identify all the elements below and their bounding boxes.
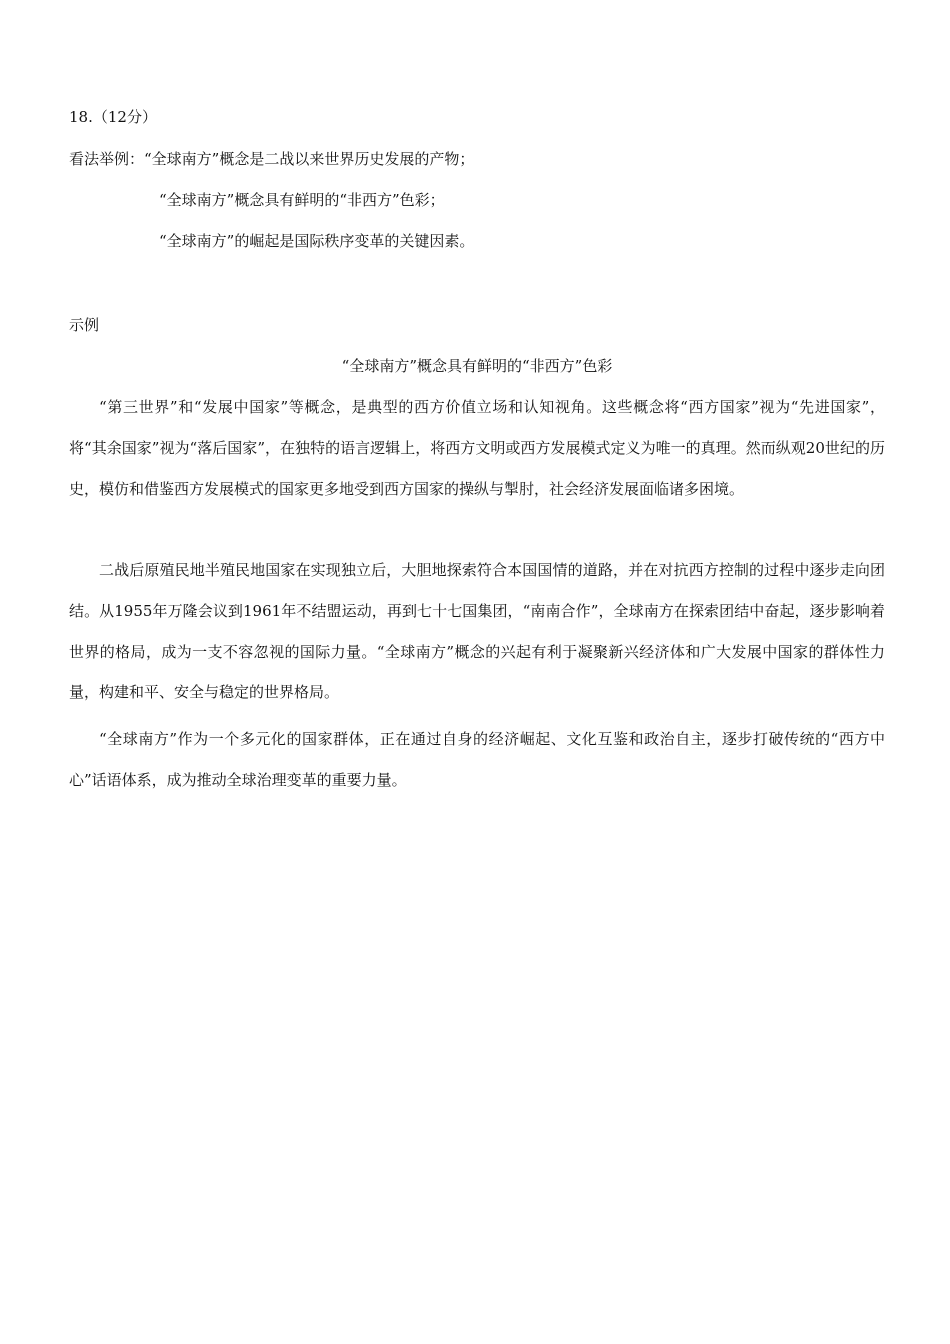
example-paragraph-1: “第三世界”和“发展中国家”等概念，是典型的西方价值立场和认知视角。这些概念将“西方国家”视为“先进国家”，将“其余国家”视为“落后国家”，在独特的语言逻辑上，将西方文明或西方发展模式定义为唯一的真理。然而纵观20世纪的历史，模仿和借鉴西方发展模式的国家更多地受到西方国家的操纵与掣肘，社会经济发展面临诸多困境。 xyxy=(69,398,885,498)
views-item-3: “全球南方”的崛起是国际秩序变革的关键因素。 xyxy=(159,232,475,250)
views-first-line: 看法举例：“全球南方”概念是二战以来世界历史发展的产物； xyxy=(69,150,475,168)
example-paragraph-3: “全球南方”作为一个多元化的国家群体，正在通过自身的经济崛起、文化互鉴和政治自主，逐步打破传统的“西方中心”话语体系，成为推动全球治理变革的重要力量。 xyxy=(69,730,885,789)
example-label: 示例 xyxy=(69,316,100,334)
example-paragraph-2: 二战后原殖民地半殖民地国家在实现独立后，大胆地探索符合本国国情的道路，并在对抗西方控制的过程中逐步走向团结。从1955年万隆会议到1961年不结盟运动，再到七十七国集团，“南南合作”，全球南方在探索团结中奋起，逐步影响着世界的格局，成为一支不容忽视的国际力量。“全球南方”概念的兴起有利于凝聚新兴经济体和广大发展中国家的群体性力量，构建和平、安全与稳定的世界格局。 xyxy=(69,561,885,702)
views-item-2: “全球南方”概念具有鲜明的“非西方”色彩； xyxy=(159,191,445,209)
example-title: “全球南方”概念具有鲜明的“非西方”色彩 xyxy=(341,357,613,375)
question-number: 18.（12分） xyxy=(69,108,157,126)
